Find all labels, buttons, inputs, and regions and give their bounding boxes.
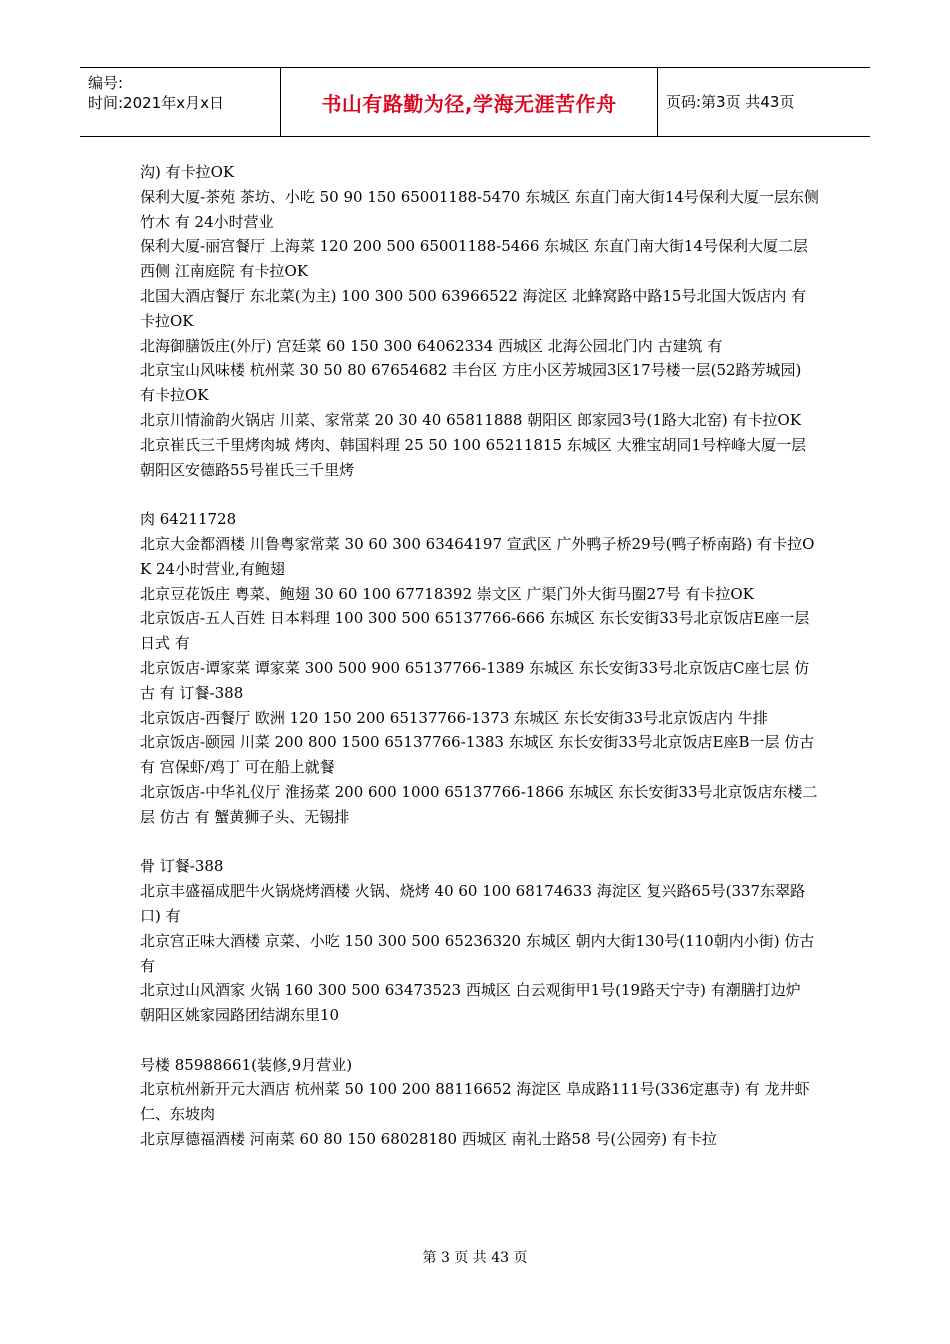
restaurant-entry: 沟) 有卡拉OK: [140, 163, 235, 181]
page-header: [80, 67, 870, 137]
restaurant-entry: 肉 64211728: [140, 510, 237, 529]
paragraph-gap: [140, 830, 820, 855]
restaurant-entry: 保利大厦-茶苑 茶坊、小吃 50 90 150 65001188-5470 东城区 东直门南大街14号保利大厦一层东侧 竹木 有 24小时营业: [140, 187, 824, 231]
restaurant-entry: 北海御膳饭庄(外厅) 宫廷菜 60 150 300 64062334 西城区 北海公园北门内 古建筑 有: [140, 336, 723, 355]
paragraph-gap: [140, 482, 820, 507]
document-number-label: 编号:: [88, 74, 124, 92]
restaurant-entry: 北京大金都酒楼 川鲁粤家常菜 30 60 300 63464197 宣武区 广外鸭子桥29号(鸭子桥南路) 有卡拉OK 24小时营业,有鲍翅: [140, 534, 815, 578]
motto-text: 书山有路勤为径,学海无涯苦作舟: [321, 91, 617, 116]
restaurant-entry: 北京川情渝韵火锅店 川菜、家常菜 20 30 40 65811888 朝阳区 郎家园3号(1路大北窑) 有卡拉OK: [140, 410, 802, 429]
restaurant-entry: 北京过山风酒家 火锅 160 300 500 63473523 西城区 白云观街甲1号(19路天宁寺) 有潮膳打边炉 朝阳区姚家园路团结湖东里10: [140, 981, 806, 1025]
header-page-info-cell: [658, 68, 870, 136]
restaurant-entry: 北京饭店-颐园 川菜 200 800 1500 65137766-1383 东城区 东长安街33号北京饭店E座B一层 仿古 有 宫保虾/鸡丁 可在船上就餐: [140, 733, 820, 777]
restaurant-entry: 北京饭店-五人百姓 日本料理 100 300 500 65137766-666 东城区 东长安街33号北京饭店E座一层 日式 有: [140, 609, 815, 653]
restaurant-entry: 北京崔氏三千里烤肉城 烤肉、韩国料理 25 50 100 65211815 东城区 大雅宝胡同1号梓峰大厦一层 朝阳区安德路55号崔氏三千里烤: [140, 435, 811, 479]
restaurant-entry: 北国大酒店餐厅 东北菜(为主) 100 300 500 63966522 海淀区 北蜂窝路中路15号北国大饭店内 有卡拉OK: [140, 286, 807, 330]
restaurant-entry: 骨 订餐-388: [140, 857, 224, 876]
restaurant-entry: 北京宝山风味楼 杭州菜 30 50 80 67654682 丰台区 方庄小区芳城园3区17号楼一层(52路芳城园) 有卡拉OK: [140, 361, 807, 405]
header-motto-cell: [281, 68, 658, 136]
restaurant-entry: 号楼 85988661(装修,9月营业): [140, 1055, 353, 1074]
date-label: 时间:2021年x月x日: [88, 94, 224, 112]
restaurant-entry: 北京厚德福酒楼 河南菜 60 80 150 68028180 西城区 南礼士路58 号(公园旁) 有卡拉: [140, 1130, 717, 1149]
restaurant-entry: 北京丰盛福成肥牛火锅烧烤酒楼 火锅、烧烤 40 60 100 68174633 海淀区 复兴路65号(337东翠路口) 有: [140, 882, 806, 925]
restaurant-entry: 保利大厦-丽宫餐厅 上海菜 120 200 500 65001188-5466 东城区 东直门南大街14号保利大厦二层西侧 江南庭院 有卡拉OK: [140, 237, 809, 281]
paragraph-gap: [140, 1028, 820, 1053]
restaurant-entry: 北京饭店-西餐厅 欧洲 120 150 200 65137766-1373 东城区 东长安街33号北京饭店内 牛排: [140, 708, 768, 727]
restaurant-entry: 北京豆花饭庄 粤菜、鲍翅 30 60 100 67718392 崇文区 广渠门外大街马圈27号 有卡拉OK: [140, 584, 754, 603]
restaurant-entry: 北京饭店-谭家菜 谭家菜 300 500 900 65137766-1389 东城区 东长安街33号北京饭店C座七层 仿古 有 订餐-388: [140, 658, 810, 702]
page-footer: 第 3 页 共 43 页: [422, 1250, 528, 1266]
header-meta: [80, 68, 281, 136]
restaurant-entry: 北京饭店-中华礼仪厅 淮扬菜 200 600 1000 65137766-1866 东城区 东长安街33号北京饭店东楼二层 仿古 有 蟹黄狮子头、无锡排: [140, 782, 818, 826]
document-body: [140, 160, 824, 1152]
restaurant-entry: 北京杭州新开元大酒店 杭州菜 50 100 200 88116652 海淀区 阜成路111号(336定惠寺) 有 龙井虾仁、东坡肉: [140, 1080, 810, 1124]
restaurant-entry: 北京宫正味大酒楼 京菜、小吃 150 300 500 65236320 东城区 朝内大街130号(110朝内小街) 仿古 有: [140, 931, 820, 975]
page-info-text: 页码:第3页 共43页: [666, 93, 795, 111]
